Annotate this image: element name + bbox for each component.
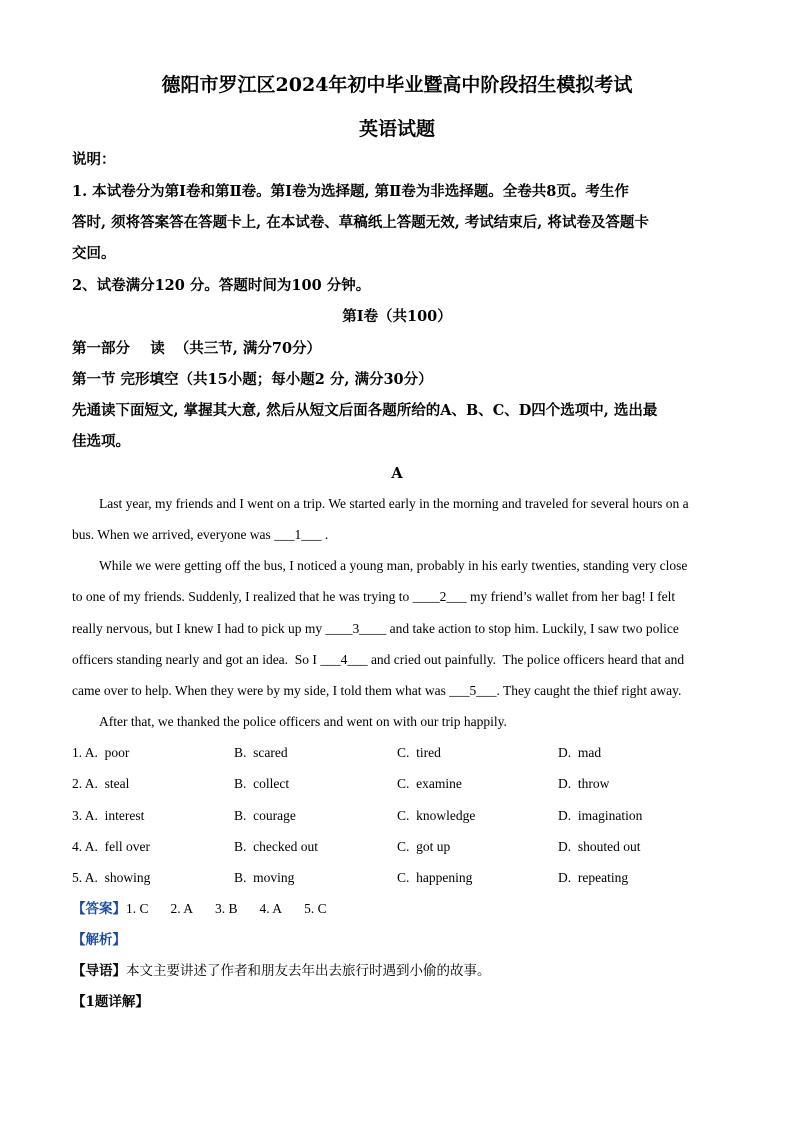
- option-c: C. examine: [397, 776, 462, 791]
- passage-line: While we were getting off the bus, I noticed a young man, probably in his early twenties, standing very close: [99, 558, 688, 573]
- passage-label: A: [391, 465, 403, 482]
- option-a: 5. A. showing: [72, 870, 151, 885]
- option-a: 2. A. steal: [72, 776, 130, 791]
- guide-text: 本文主要讲述了作者和朋友去年出去旅行时遇到小偷的故事。: [126, 963, 491, 979]
- instruction-line-2: 答时, 须将答案答在答题卡上, 在本试卷、草稿纸上答题无效, 考试结束后, 将试卷及答题卡: [72, 214, 649, 231]
- option-d: D. throw: [558, 776, 610, 791]
- subsection-heading: 第一节 完形填空（共15小题；每小题2 分, 满分30分）: [72, 371, 433, 388]
- blank-5: ___5___: [449, 683, 497, 698]
- part-heading: 第一部分 读 （共三节, 满分70分）: [72, 340, 322, 357]
- option-b: B. scared: [234, 745, 288, 760]
- answer-value: 1. C: [126, 901, 149, 916]
- answer-value: 2. A: [170, 901, 194, 916]
- blank-2: ____2___: [412, 589, 467, 604]
- page-subtitle: 英语试题: [358, 118, 435, 140]
- option-c: C. got up: [397, 839, 451, 854]
- passage-line: really nervous, but I knew I had to pick up my ____3____ and take action to stop him. Luckily, I saw two police: [72, 621, 679, 636]
- analysis-line: [72, 931, 126, 949]
- detail-line: [72, 993, 149, 1011]
- option-d: D. shouted out: [558, 839, 641, 854]
- option-c: C. tired: [397, 745, 441, 760]
- option-d: D. mad: [558, 745, 602, 760]
- answer-value: 4. A: [259, 901, 283, 916]
- instruction-line-1: 1. 本试卷分为第Ⅰ卷和第Ⅱ卷。第Ⅰ卷为选择题, 第Ⅱ卷为非选择题。全卷共8页。考生作: [72, 183, 629, 200]
- blank-1: ___1___: [274, 527, 322, 542]
- option-b: B. moving: [234, 870, 295, 885]
- passage-line: After that, we thanked the police officers and went on with our trip happily.: [99, 714, 507, 729]
- instruction-line-3: 交回。: [72, 245, 116, 262]
- detail-label: 【1题详解】: [72, 994, 149, 1010]
- volume-heading: 第Ⅰ卷（共100）: [342, 308, 452, 325]
- passage-line: came over to help. When they were by my side, I told them what was ___5___. They caught the thief right away.: [72, 683, 682, 698]
- option-c: C. knowledge: [397, 808, 476, 823]
- option-b: B. checked out: [234, 839, 318, 854]
- directive-line-2: 佳选项。: [72, 433, 130, 450]
- page-title: 德阳市罗江区2024年初中毕业暨高中阶段招生模拟考试: [161, 74, 633, 96]
- option-d: D. repeating: [558, 870, 629, 885]
- instructions-label: 说明：: [72, 151, 116, 168]
- passage-line: officers standing nearly and got an idea. So I ___4___ and cried out painfully. The police officers heard that and: [72, 652, 685, 667]
- option-a: 4. A. fell over: [72, 839, 150, 854]
- guide-label: 【导语】: [72, 963, 126, 979]
- passage-line: Last year, my friends and I went on a trip. We started early in the morning and traveled for several hours on a: [99, 496, 689, 511]
- answer-value: 5. C: [304, 901, 327, 916]
- option-c: C. happening: [397, 870, 473, 885]
- answer-value: 3. B: [215, 901, 238, 916]
- answer-label: 【答案】: [72, 901, 126, 917]
- answer-line: [72, 900, 327, 918]
- guide-line: [72, 962, 491, 980]
- option-a: 1. A. poor: [72, 745, 130, 760]
- option-b: B. courage: [234, 808, 296, 823]
- passage-line: to one of my friends. Suddenly, I realized that he was trying to ____2___ my friend’s wallet from her bag! I felt: [72, 589, 676, 604]
- analysis-label: 【解析】: [72, 932, 126, 948]
- instruction-line-4: 2、试卷满分120 分。答题时间为100 分钟。: [72, 277, 371, 294]
- blank-4: ___4___: [320, 652, 368, 667]
- option-d: D. imagination: [558, 808, 643, 823]
- directive-line-1: 先通读下面短文, 掌握其大意, 然后从短文后面各题所给的A、B、C、D四个选项中, 选出最: [72, 402, 658, 419]
- option-b: B. collect: [234, 776, 290, 791]
- passage-line: bus. When we arrived, everyone was ___1___ .: [72, 527, 329, 542]
- option-a: 3. A. interest: [72, 808, 145, 823]
- blank-3: ____3____: [325, 621, 387, 636]
